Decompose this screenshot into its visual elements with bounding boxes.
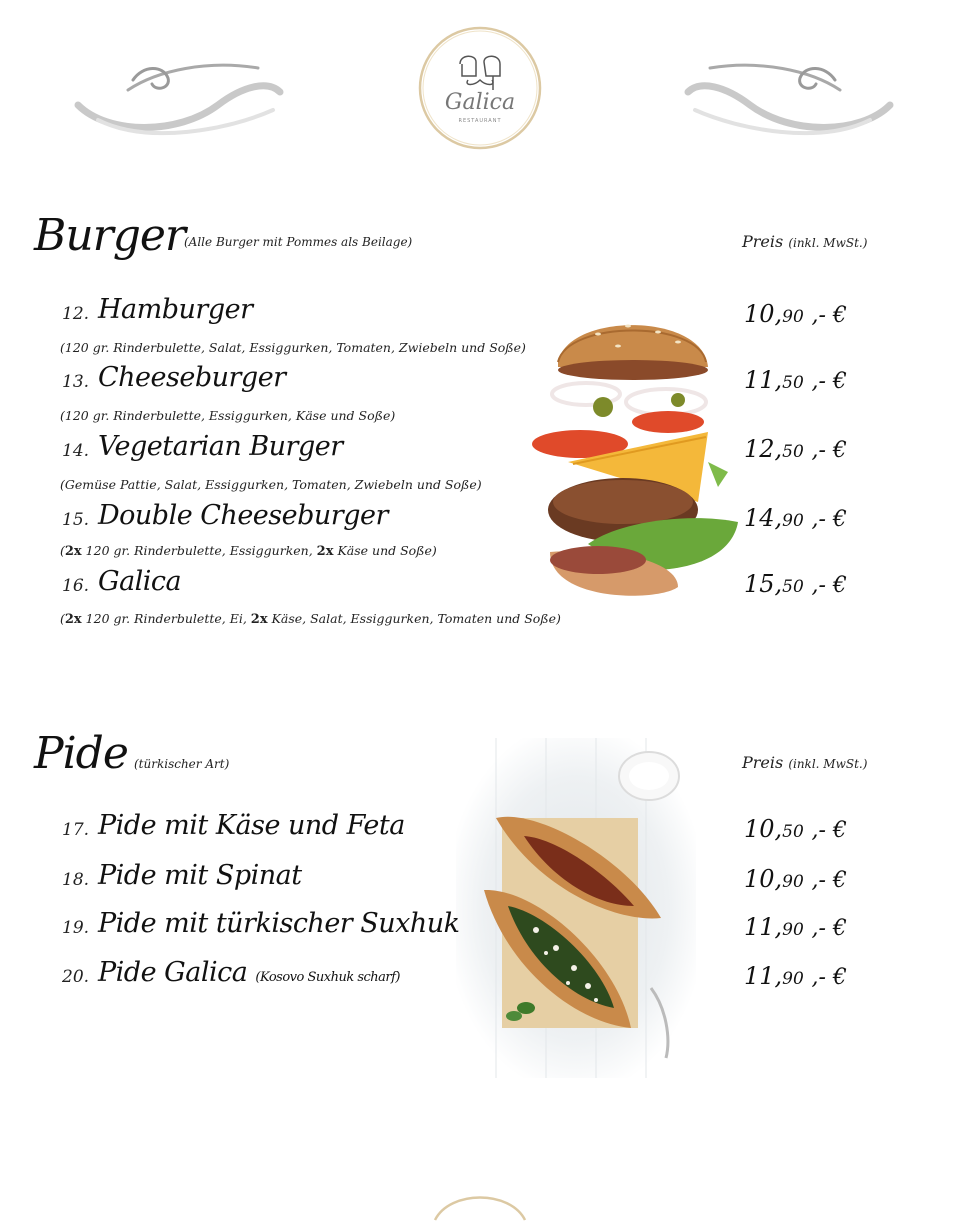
price-main: 12, [744, 435, 783, 463]
price-header-label: Preis [742, 753, 784, 772]
item-description: (120 gr. Rinderbulette, Essiggurken, Käse und Soße) [60, 408, 396, 423]
price-suffix: ,- € [811, 573, 847, 598]
logo-ring-icon [416, 24, 544, 152]
item-price [744, 865, 847, 893]
item-number: 15. [62, 510, 90, 530]
price-suffix: ,- € [811, 303, 847, 328]
burger-illustration [528, 312, 748, 604]
desc-multiplier: 2x [64, 544, 82, 559]
decorative-swirl-left-icon [68, 50, 288, 140]
item-inline-note: (Kosovo Suxhuk scharf) [255, 970, 401, 985]
item-price [744, 570, 847, 598]
price-header-note: (inkl. MwSt.) [788, 757, 868, 771]
price-main: 10, [744, 300, 783, 328]
item-name: Double Cheeseburger [98, 500, 388, 531]
price-cents: 90 [782, 307, 804, 327]
bottom-logo-ring-icon [430, 1184, 530, 1224]
price-suffix: ,- € [811, 965, 847, 990]
item-number: 12. [62, 304, 90, 324]
price-main: 11, [744, 366, 783, 394]
price-main: 10, [744, 865, 783, 893]
item-price [744, 504, 847, 532]
logo-subtitle: RESTAURANT [458, 118, 502, 124]
price-suffix: ,- € [811, 369, 847, 394]
item-number: 20. [62, 967, 90, 987]
item-number: 18. [62, 870, 90, 890]
desc-part: ( [60, 611, 65, 626]
item-name-text: Pide Galica [98, 957, 248, 988]
item-name: Hamburger [98, 294, 253, 325]
price-cents: 50 [782, 373, 804, 393]
item-name: Pide mit Käse und Feta [98, 810, 405, 841]
price-main: 14, [744, 504, 783, 532]
item-name [98, 957, 400, 994]
section-note-burger: (Alle Burger mit Pommes als Beilage) [184, 235, 413, 249]
item-description [60, 611, 561, 627]
desc-multiplier: 2x [316, 544, 334, 559]
desc-part: Käse, Salat, Essiggurken, Tomaten und Soße) [267, 611, 561, 626]
desc-multiplier: 2x [250, 612, 268, 627]
item-number: 16. [62, 576, 90, 596]
price-header-note: (inkl. MwSt.) [788, 236, 868, 250]
price-suffix: ,- € [811, 818, 847, 843]
desc-part: Käse und Soße) [333, 543, 437, 558]
price-cents: 90 [782, 969, 804, 989]
logo-name: Galica [444, 90, 516, 115]
item-price [744, 300, 847, 328]
item-number: 14. [62, 441, 90, 461]
desc-part: 120 gr. Rinderbulette, Essiggurken, [81, 543, 317, 558]
section-title-burger: Burger [34, 210, 185, 261]
item-name: Galica [98, 566, 182, 597]
item-name: Vegetarian Burger [98, 431, 343, 462]
section-note-pide: (türkischer Art) [134, 757, 230, 771]
item-description: (120 gr. Rinderbulette, Salat, Essiggurken, Tomaten, Zwiebeln und Soße) [60, 340, 526, 355]
item-number: 13. [62, 372, 90, 392]
price-cents: 50 [782, 822, 804, 842]
item-price [744, 815, 847, 843]
price-header-pide [742, 753, 867, 772]
price-suffix: ,- € [811, 438, 847, 463]
item-name: Pide mit türkischer Suxhuk [98, 908, 460, 939]
desc-part: ( [60, 543, 65, 558]
pide-illustration [456, 738, 696, 1078]
price-cents: 50 [782, 442, 804, 462]
item-price [744, 962, 847, 990]
price-cents: 90 [782, 511, 804, 531]
item-number: 19. [62, 918, 90, 938]
price-cents: 90 [782, 920, 804, 940]
price-suffix: ,- € [811, 916, 847, 941]
restaurant-logo [416, 24, 544, 152]
desc-part: 120 gr. Rinderbulette, Ei, [81, 611, 251, 626]
item-price [744, 913, 847, 941]
price-main: 11, [744, 913, 783, 941]
price-header-burger [742, 232, 867, 251]
item-description [60, 543, 437, 559]
price-main: 15, [744, 570, 783, 598]
section-title-pide: Pide [34, 728, 128, 779]
item-price [744, 435, 847, 463]
price-header-label: Preis [742, 232, 784, 251]
price-cents: 90 [782, 872, 804, 892]
item-description: (Gemüse Pattie, Salat, Essiggurken, Tomaten, Zwiebeln und Soße) [60, 477, 482, 492]
decorative-swirl-right-icon [680, 50, 900, 140]
price-cents: 50 [782, 577, 804, 597]
price-suffix: ,- € [811, 507, 847, 532]
item-price [744, 366, 847, 394]
item-number: 17. [62, 820, 90, 840]
price-main: 10, [744, 815, 783, 843]
item-name: Cheeseburger [98, 362, 286, 393]
desc-multiplier: 2x [64, 612, 82, 627]
price-main: 11, [744, 962, 783, 990]
price-suffix: ,- € [811, 868, 847, 893]
item-name: Pide mit Spinat [98, 860, 302, 891]
